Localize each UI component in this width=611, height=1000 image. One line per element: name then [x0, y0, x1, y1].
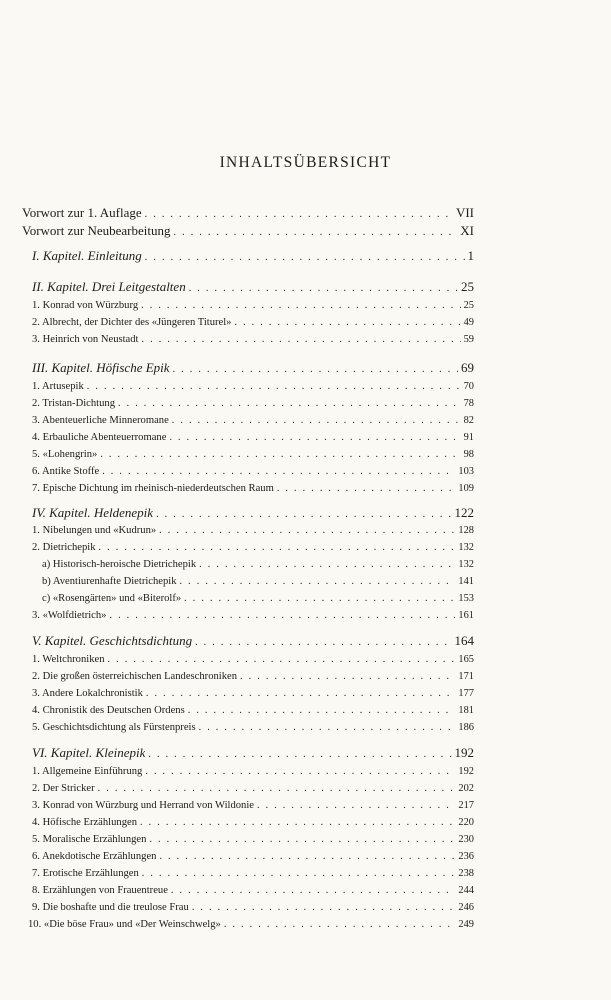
toc-entry-page: 141: [458, 576, 474, 587]
dot-leader: [118, 395, 461, 412]
toc-entry-page: XI: [460, 223, 474, 238]
toc-entry-page: 78: [463, 398, 474, 409]
toc-entry-title: 5. Moralische Erzählungen: [32, 834, 147, 845]
dot-leader: [149, 831, 455, 848]
toc-entry-page: 132: [458, 559, 474, 570]
toc-entry-page: 192: [454, 745, 474, 760]
toc-entry-page: 165: [458, 654, 474, 665]
toc-entry: [22, 412, 474, 429]
toc-entry-page: 217: [458, 800, 474, 811]
toc-entry-page: 181: [458, 705, 474, 716]
toc-entry: [22, 463, 474, 480]
toc-entry-title: 2. Albrecht, der Dichter des «Jüngeren Titurel»: [32, 317, 232, 328]
toc-entry-page: 25: [461, 279, 474, 294]
toc-entry: [22, 780, 474, 797]
dot-leader: [100, 446, 460, 463]
dot-leader: [99, 539, 456, 556]
toc-entry-title: 4. Erbauliche Abenteuerromane: [32, 432, 167, 443]
toc-entry: [22, 899, 474, 916]
toc-entry-title: 4. Höfische Erzählungen: [32, 817, 138, 828]
dot-leader: [109, 607, 455, 624]
dot-leader: [102, 463, 455, 480]
toc-entry-title: 7. Erotische Erzählungen: [32, 868, 139, 879]
dot-leader: [277, 480, 456, 497]
toc-entry-title: 4. Chronistik des Deutschen Ordens: [32, 705, 185, 716]
toc-entry-page: 59: [463, 334, 474, 345]
toc-entry: [22, 504, 474, 521]
dot-leader: [108, 651, 456, 668]
dot-leader: [142, 865, 456, 882]
dot-leader: [169, 429, 460, 446]
toc-entry: [22, 297, 474, 314]
toc-entry-page: 103: [458, 466, 474, 477]
toc-entry-page: 25: [463, 300, 474, 311]
dot-leader: [240, 668, 455, 685]
toc-entry: [22, 480, 474, 497]
toc-entry-title: 1. Weltchroniken: [32, 654, 105, 665]
toc-entry-title: 1. Nibelungen und «Kudrun»: [32, 525, 157, 536]
toc-entry-title: 2. Dietrichepik: [32, 542, 96, 553]
toc-entry: [22, 916, 474, 933]
toc-entry: [22, 814, 474, 831]
toc-entry: [22, 522, 474, 539]
toc-entry: [22, 797, 474, 814]
toc-entry-page: 177: [458, 688, 474, 699]
toc-entry-title: IV. Kapitel. Heldenepik: [32, 505, 154, 520]
toc-entry: [22, 556, 474, 573]
toc-entry-page: 70: [463, 381, 474, 392]
toc-entry-page: 161: [458, 610, 474, 621]
toc-entry-title: 2. Tristan-Dichtung: [32, 398, 115, 409]
toc-entry-title: 5. «Lohengrin»: [32, 449, 98, 460]
toc-entry-title: c) «Rosengärten» und «Biterolf»: [42, 593, 182, 604]
toc-entry: [22, 446, 474, 463]
toc-entry-page: 202: [458, 783, 474, 794]
dot-leader: [142, 331, 461, 348]
toc-entry-title: VI. Kapitel. Kleinepik: [32, 745, 146, 760]
dot-leader: [234, 314, 460, 331]
toc-entry: [22, 573, 474, 590]
toc-entry-title: I. Kapitel. Einleitung: [32, 248, 142, 263]
toc-entry-title: V. Kapitel. Geschichtsdichtung: [32, 633, 193, 648]
dot-leader: [195, 634, 451, 651]
toc-entry-page: 164: [454, 633, 474, 648]
toc-entry-page: 171: [458, 671, 474, 682]
dot-leader: [145, 206, 453, 223]
toc-entry-page: 91: [463, 432, 474, 443]
toc-entry: [22, 848, 474, 865]
toc-entry-page: 238: [458, 868, 474, 879]
dot-leader: [148, 746, 451, 763]
dot-leader: [224, 916, 456, 933]
dot-leader: [145, 249, 465, 266]
toc-entry-title: 3. Andere Lokalchronistik: [32, 688, 143, 699]
dot-leader: [146, 685, 455, 702]
toc-entry-title: II. Kapitel. Drei Leitgestalten: [32, 279, 186, 294]
dot-leader: [140, 814, 455, 831]
dot-leader: [98, 780, 456, 797]
dot-leader: [199, 719, 456, 736]
toc-entry: [22, 763, 474, 780]
dot-leader: [87, 378, 461, 395]
dot-leader: [189, 280, 458, 297]
toc-entry: [22, 429, 474, 446]
dot-leader: [192, 899, 456, 916]
toc-entry: [22, 314, 474, 331]
toc-entry-title: 6. Antike Stoffe: [32, 466, 100, 477]
dot-leader: [145, 763, 455, 780]
toc-entry-page: 220: [458, 817, 474, 828]
dot-leader: [184, 590, 455, 607]
toc-entry: [22, 632, 474, 649]
toc-entry-title: 2. Die großen österreichischen Landeschroniken: [32, 671, 238, 682]
toc-entry-title: 7. Epische Dichtung im rheinisch-niederdeutschen Raum: [32, 483, 274, 494]
dot-leader: [180, 573, 456, 590]
toc-entry-title: 10. «Die böse Frau» und «Der Weinschwelg»: [28, 919, 221, 930]
toc-entry: [22, 744, 474, 761]
toc-entry-page: 153: [458, 593, 474, 604]
toc-entry-page: 109: [458, 483, 474, 494]
toc-entry-title: 3. Konrad von Würzburg und Herrand von Wildonie: [32, 800, 254, 811]
dot-leader: [159, 848, 455, 865]
toc-entry: [22, 222, 474, 239]
dot-leader: [173, 361, 458, 378]
toc-entry-title: 1. Allgemeine Einführung: [32, 766, 143, 777]
toc-entry-title: 3. Heinrich von Neustadt: [32, 334, 139, 345]
toc-entry-page: 132: [458, 542, 474, 553]
toc-entry-title: a) Historisch-heroische Dietrichepik: [42, 559, 197, 570]
toc-entry: [22, 702, 474, 719]
dot-leader: [188, 702, 456, 719]
toc-entry-page: 128: [458, 525, 474, 536]
toc-entry: [22, 331, 474, 348]
toc-entry-title: 8. Erzählungen von Frauentreue: [32, 885, 168, 896]
toc-entry: [22, 359, 474, 376]
toc-entry-page: 49: [463, 317, 474, 328]
toc-entry: [22, 685, 474, 702]
toc-entry: [22, 651, 474, 668]
dot-leader: [159, 522, 455, 539]
toc-entry-title: 5. Geschichtsdichtung als Fürstenpreis: [32, 722, 196, 733]
toc-entry-page: 244: [458, 885, 474, 896]
toc-entry-title: 1. Artusepik: [32, 381, 84, 392]
toc-entry: [22, 539, 474, 556]
toc-entry: [22, 882, 474, 899]
dot-leader: [172, 412, 461, 429]
toc-entry: [22, 831, 474, 848]
toc-entry-title: 3. Abenteuerliche Minneromane: [32, 415, 169, 426]
toc-entry-title: b) Aventiurenhafte Dietrichepik: [42, 576, 177, 587]
toc-entry: [22, 719, 474, 736]
toc-entry-title: 3. «Wolfdietrich»: [32, 610, 107, 621]
toc-entry-page: 230: [458, 834, 474, 845]
toc-entry: [22, 378, 474, 395]
toc-entry: [22, 590, 474, 607]
toc-entry-page: 69: [461, 360, 474, 375]
toc-entry: [22, 395, 474, 412]
page-title: INHALTSÜBERSICHT: [219, 154, 392, 171]
dot-leader: [171, 882, 456, 899]
toc-entry-page: 186: [458, 722, 474, 733]
toc-entry-page: 236: [458, 851, 474, 862]
toc-entry-title: 2. Der Stricker: [32, 783, 95, 794]
dot-leader: [156, 506, 451, 523]
toc-entry-page: 192: [458, 766, 474, 777]
toc-entry-page: 122: [454, 505, 474, 520]
toc-entry-page: 249: [458, 919, 474, 930]
toc-entry: [22, 607, 474, 624]
toc-entry: [22, 865, 474, 882]
toc-entry: [22, 204, 474, 221]
toc-entry: [22, 247, 474, 264]
toc-entry-page: 1: [467, 248, 474, 263]
toc-entry-page: 82: [463, 415, 474, 426]
toc-entry-title: 1. Konrad von Würzburg: [32, 300, 139, 311]
toc-entry-page: 246: [458, 902, 474, 913]
toc-entry-title: 9. Die boshafte und die treulose Frau: [32, 902, 189, 913]
toc-entry-title: Vorwort zur Neubearbeitung: [22, 223, 171, 238]
toc-entry-title: 6. Anekdotische Erzählungen: [32, 851, 157, 862]
toc-entry-title: III. Kapitel. Höfische Epik: [32, 360, 170, 375]
toc-entry-title: Vorwort zur 1. Auflage: [22, 205, 142, 220]
toc-entry: [22, 668, 474, 685]
dot-leader: [257, 797, 455, 814]
toc-entry-page: 98: [463, 449, 474, 460]
dot-leader: [141, 297, 460, 314]
dot-leader: [199, 556, 455, 573]
toc-entry-page: VII: [455, 205, 474, 220]
dot-leader: [174, 224, 458, 241]
toc-entry: [22, 278, 474, 295]
